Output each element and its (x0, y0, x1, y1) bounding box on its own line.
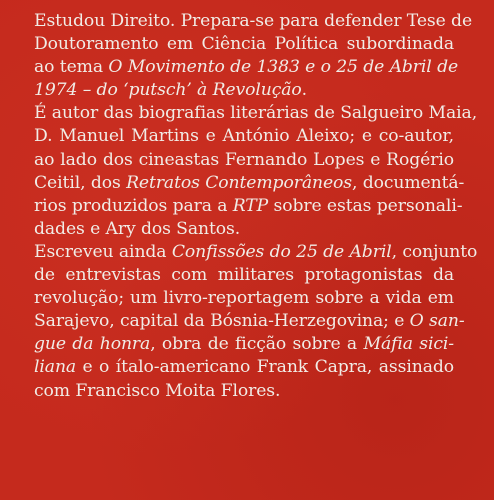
italic-text-run: Máfia sici- (363, 334, 455, 355)
text-run: , conjunto (391, 241, 478, 262)
paragraph (34, 10, 473, 102)
text-run: sobre estas personali- (268, 195, 463, 216)
italic-text-run: gue da honra (34, 334, 151, 355)
text-run: revolução; um livro-reportagem sobre a vida em (34, 288, 454, 309)
text-run: D. Manuel Martins e António Aleixo; e co-autor, (34, 126, 454, 147)
text-run: de entrevistas com militares protagonistas da (34, 265, 454, 286)
text-line (34, 310, 465, 333)
text-run: Ceitil, dos (34, 172, 127, 193)
text-run: É autor das biografias literárias de Salgueiro Maia, (34, 103, 478, 124)
text-run: ao lado dos cineastas Fernando Lopes e Rogério (34, 149, 454, 170)
text-run: . (301, 80, 308, 101)
text-line (34, 102, 478, 125)
text-line (34, 287, 454, 310)
text-run: , obra de ficção sobre a (150, 334, 364, 355)
text-line (34, 218, 454, 241)
text-run: e o ítalo-americano Frank Capra, assinado (76, 357, 454, 378)
text-run: Sarajevo, capital da Bósnia-Herzegovina; e (34, 311, 410, 332)
italic-text-run: Confissões do 25 de Abril (171, 241, 392, 262)
text-run: com Francisco Moita Flores. (34, 380, 281, 401)
text-run: dades e Ary dos Santos. (34, 218, 241, 239)
italic-text-run: RTP (232, 195, 269, 216)
text-line (34, 10, 473, 33)
italic-text-run: 1974 – do ‘putsch’ à Revolução (34, 80, 302, 101)
italic-text-run: liana (34, 357, 77, 378)
paragraph (34, 241, 478, 403)
text-run: , documentá- (351, 172, 465, 193)
text-line (34, 356, 454, 379)
text-line (34, 56, 459, 79)
text-run: Doutoramento em Ciência Política subordinada (34, 34, 454, 55)
cut-off-text-line (24, 0, 476, 4)
text-line (34, 195, 463, 218)
italic-text-run: O san- (409, 311, 465, 332)
text-run: Estudou Direito. Prepara-se para defender Tese de (34, 11, 473, 31)
text-line (34, 264, 454, 287)
text-line (34, 380, 454, 403)
author-biography (34, 10, 478, 403)
text-line (34, 241, 478, 264)
text-line (34, 33, 454, 56)
text-run: ao tema (34, 57, 109, 78)
paragraph (34, 102, 478, 241)
italic-text-run: Retratos Contemporâneos (126, 172, 352, 193)
text-run: Escreveu ainda (34, 241, 172, 262)
text-run: rios produzidos para a (34, 195, 233, 216)
italic-text-run: O Movimento de 1383 e o 25 de Abril de (108, 57, 459, 78)
text-line (34, 149, 454, 172)
text-line (34, 172, 465, 195)
text-line (34, 125, 454, 148)
text-line (34, 333, 454, 356)
text-line (34, 79, 454, 102)
